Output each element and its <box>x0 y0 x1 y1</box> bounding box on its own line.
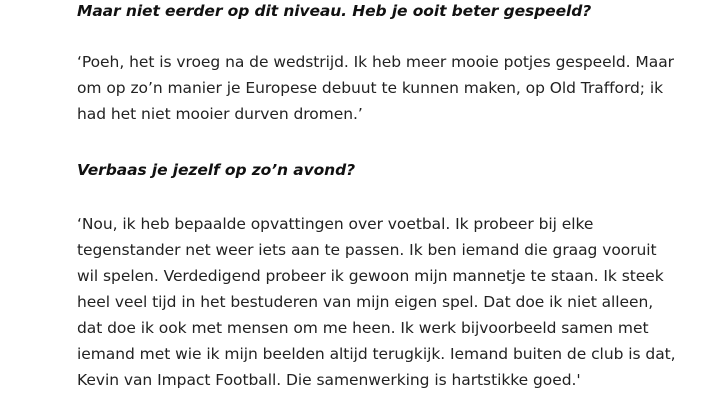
answer-line: iemand met wie ik mijn beelden altijd terugkijk. Iemand buiten de club is dat, <box>77 345 676 363</box>
interview-answer-2 <box>77 211 677 393</box>
answer-line: dat doe ik ook met mensen om me heen. Ik werk bijvoorbeeld samen met <box>77 319 649 337</box>
answer-line: heel veel tijd in het bestuderen van mijn eigen spel. Dat doe ik niet alleen, <box>77 293 654 311</box>
answer-line: wil spelen. Verdedigend probeer ik gewoon mijn mannetje te staan. Ik steek <box>77 267 664 285</box>
answer-line: ‘Poeh, het is vroeg na de wedstrijd. Ik heb meer mooie potjes gespeeld. Maar <box>77 53 674 71</box>
answer-line: had het niet mooier durven dromen.’ <box>77 105 363 123</box>
answer-line: om op zo’n manier je Europese debuut te kunnen maken, op Old Trafford; ik <box>77 79 664 97</box>
interview-question-1: Maar niet eerder op dit niveau. Heb je ooit beter gespeeld? <box>77 2 592 20</box>
interview-question-2: Verbaas je jezelf op zo’n avond? <box>77 161 355 179</box>
answer-line: ‘Nou, ik heb bepaalde opvattingen over voetbal. Ik probeer bij elke <box>77 215 594 233</box>
interview-answer-1 <box>77 49 677 127</box>
answer-line: tegenstander net weer iets aan te passen. Ik ben iemand die graag vooruit <box>77 241 657 259</box>
answer-line: Kevin van Impact Football. Die samenwerking is hartstikke goed.' <box>77 371 581 389</box>
